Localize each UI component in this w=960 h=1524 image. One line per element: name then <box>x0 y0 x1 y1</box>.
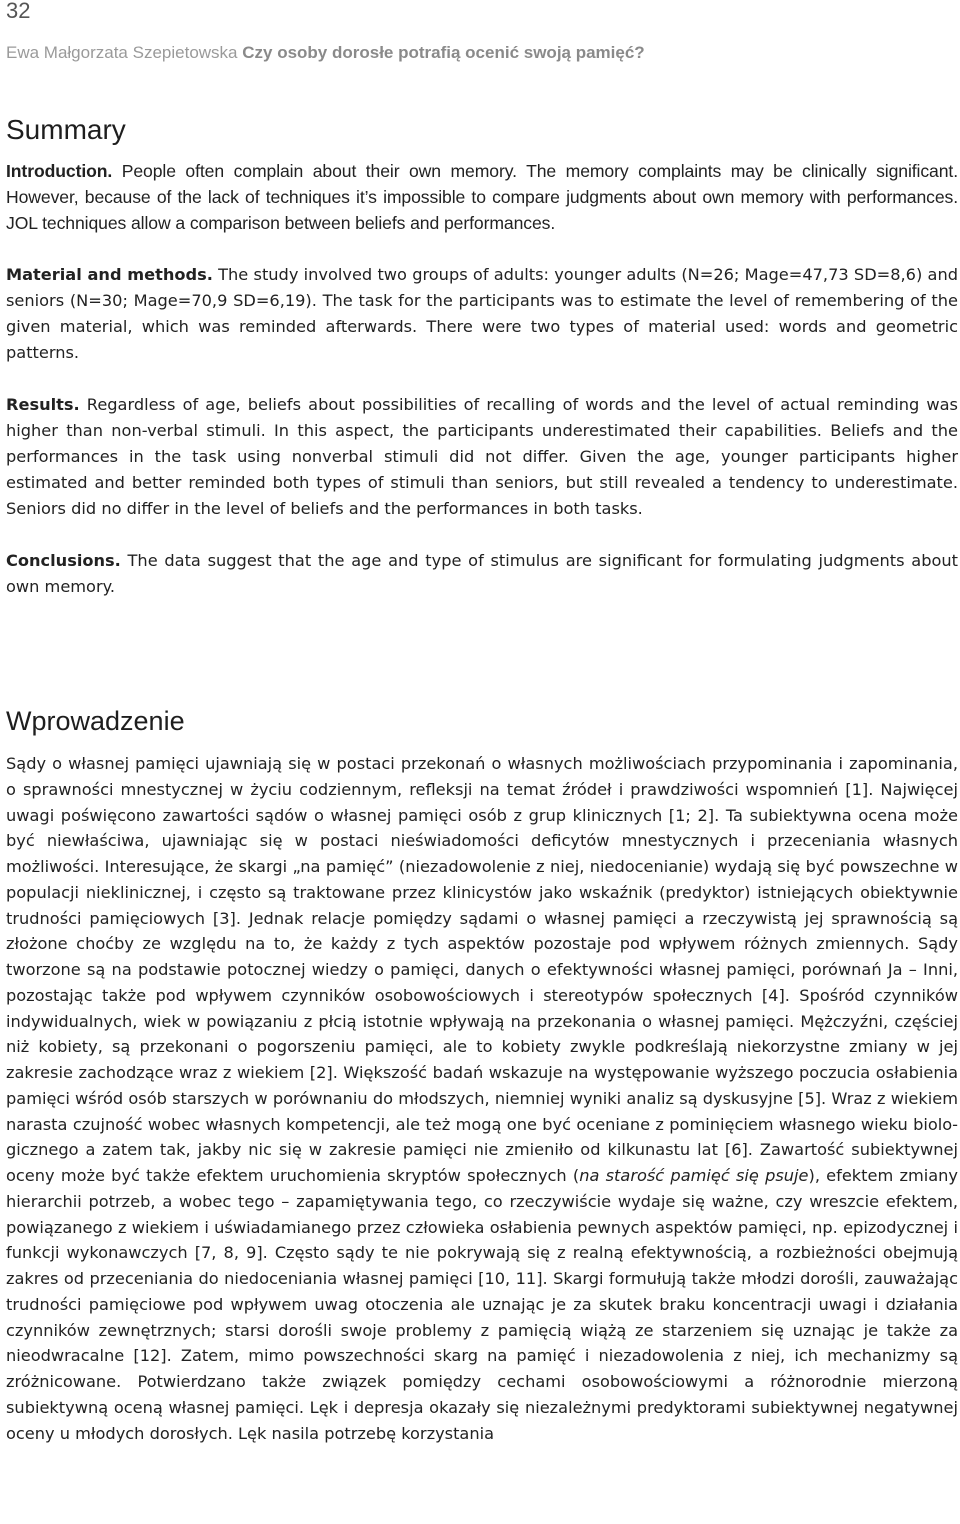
results-lead: Results. <box>6 395 80 414</box>
header-author: Ewa Małgorzata Szepietowska <box>6 43 238 62</box>
introduction-text: People often complain about their own memory. The memory complaints may be clinically significant. However, because of the lack of techniques it’s impossible to compare judgments about own memory with performances. JOL techniques allow a comparison between beliefs and performances. <box>6 161 958 233</box>
summary-conclusions <box>6 548 958 600</box>
summary-heading: Summary <box>6 114 126 145</box>
summary-results <box>6 392 958 522</box>
results-text: Regardless of age, beliefs about possibilities of recalling of words and the level of actual reminding was higher than non-verbal stimuli. In this aspect, the participants underestimated their capabilities. Beliefs and the performances in the task using nonverbal stimuli did not differ. Given the age, younger participants higher estimated and better reminded both types of stimuli than seniors, but still revealed a tendency to underestimate. Seniors did no differ in the level of beliefs and the performances in both tasks. <box>6 395 958 518</box>
methods-lead: Material and methods. <box>6 265 213 284</box>
introduction-lead: Introduction. <box>6 161 113 181</box>
running-header <box>6 43 645 63</box>
conclusions-lead: Conclusions. <box>6 551 121 570</box>
methods-text: The study involved two groups of adults: younger adults (N=26; Mage=47,73 SD=8,6) and seniors (N=30; Mage=70,9 SD=6,19). The task for the participants was to estimate the level of remembering of the given material, which was reminded afterwards. There were two types of material used: words and geometric patterns. <box>6 265 958 362</box>
summary-introduction <box>6 158 958 236</box>
summary-methods <box>6 262 958 366</box>
introduction-paragraph <box>6 751 958 1446</box>
conclusions-text: The data suggest that the age and type of stimulus are significant for formulating judgments about own memory. <box>6 551 958 596</box>
body-text-part-2: ), efektem zmiany hierarchii potrzeb, a wobec tego – zapamiętywania tego, co rzeczywiście wydaje się ważne, czy wreszcie efektem, powiązanego z wiekiem i uświadamianego przez człowieka osłabienia pewnych aspektów pamięci, np. epizodycznej i funkcji wykonawczych [7, 8, 9]. Często sądy te nie pokrywają się z realną efektywnością, a rozbieżności obejmują zakres od przeceniania do niedoceniania własnej pamięci [10, 11]. Skargi formułują także młodzi dorośli, zauważając trudności pamięciowe pod wpływem uwag otoczenia ale uznając je za skutek braku koncentracji uwagi i działania czynników zewnętrznych; starsi dorośli swoje problemy z pamięcią wiążą ze starzeniem się uznając je także za nieodwracalne [12]. Zatem, mimo powszechności skarg na pamięć i niezadowolenia z niej, ich mechanizmy są zróżnicowane. Potwierdzano także związek pomiędzy cechami osobowościowymi a różnorodnie mierzoną subiektywną oceną własnej pamięci. Lęk i depresja okazały się niezależnymi predyktorami subiektywnej negatywnej oceny u młodych dorosłych. Lęk nasila potrzebę korzystania <box>6 1166 958 1443</box>
introduction-body <box>6 751 958 1446</box>
header-article-title: Czy osoby dorosłe potrafią ocenić swoją pamięć? <box>242 43 645 62</box>
page-number: 32 <box>6 0 31 23</box>
body-text-part-1: Sądy o własnej pamięci ujawniają się w postaci przekonań o własnych możliwościach przypominania i zapominania, o sprawności mnestycznej w życiu codziennym, refleksji na temat źródeł i prawdziwości wspomnień [1]. Najwięcej uwagi poświęcono zawartości sądów o własnej pamięci osób z grup klinicznych [1; 2]. Ta subiektywna ocena może być niewłaściwa, ujawniając się w postaci nieświadomości deficytów mnestycznych i przeceniania własnych możliwości. Interesujące, że skargi „na pamięć” (niezadowolenie z niej, niedocenianie) wydają się być powszechne w populacji nieklinicznej, i często są traktowane przez klinicystów jako wskaźnik (predyktor) istniejących obiektywnie trudności pamięciowych [3]. Jednak relacje pomiędzy sądami o własnej pamięci a rzeczywistą jej sprawnością są złożone choćby ze względu na to, że każdy z tych aspektów pozostaje pod wpływem różnych zmiennych. Sądy tworzone są na podstawie potocznej wiedzy o pamięci, danych o efektywności własnej pamięci, porównań Ja – Inni, pozostając także pod wpływem czynników osobowościowych i stereotypów społecznych [4]. Spośród czynników indywidualnych, wiek w powiązaniu z płcią istotnie wpływają na przekonania o własnej pamięci. Mężczyźni, częściej niż kobiety, są przekonani o pogorszeniu pamięci, ale to kobiety zwykle podkreślają niekorzystne zmiany w jej zakresie zachodzące wraz z wiekiem [2]. Większość badań wskazuje na występowanie wyższego poczucia osłabienia pamięci wśród osób starszych w porównaniu do młodszych, niemniej wyniki analiz są dyskusyjne [5]. Wraz z wiekiem narasta czujność wobec własnych kompetencji, ale też mogą one być oceniane z pominięciem własnego wieku biologicznego a zatem tak, jakby nic się w zakresie pamięci nie zmieniło od kilkunastu lat [6]. Zawartość subiektywnej oceny może być także efektem uruchomienia skryptów społecznych ( <box>6 754 958 1185</box>
introduction-heading: Wprowadzenie <box>6 706 185 736</box>
summary-abstract <box>6 158 958 626</box>
body-text-italic: na starość pamięć się psuje <box>579 1166 809 1185</box>
